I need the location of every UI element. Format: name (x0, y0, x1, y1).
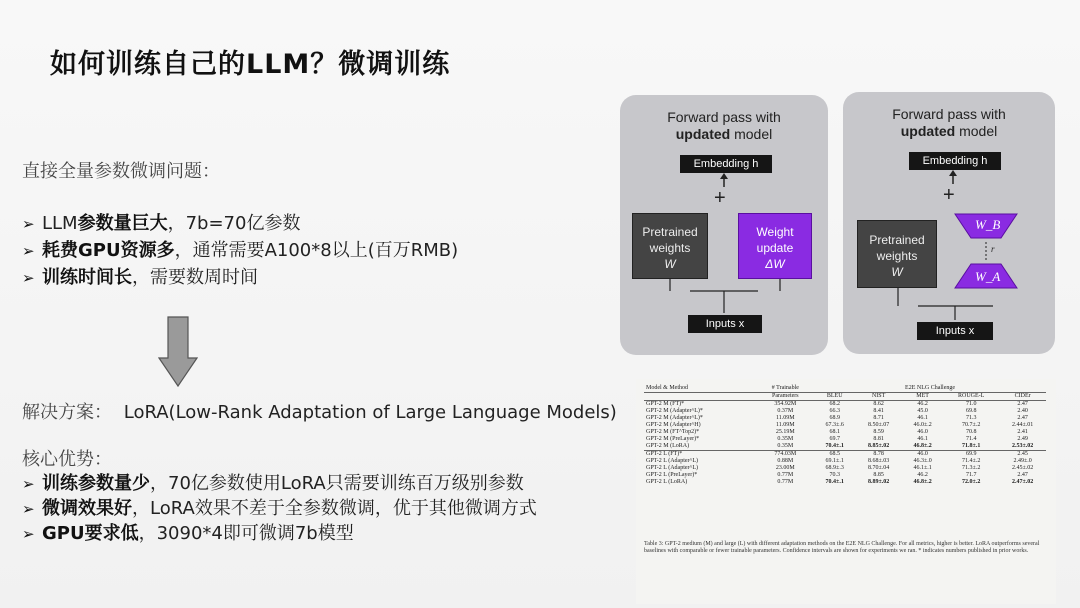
table-cell: 0.88M (777, 458, 794, 464)
table-cell: 71.3±.2 (962, 465, 981, 471)
table-header-cell: MET (902, 393, 943, 401)
table-cell: 354.92M (757, 401, 815, 409)
slide-title: 如何训练自己的LLM？微调训练 (50, 49, 451, 80)
table-cell: 2.41 (1017, 429, 1028, 435)
table-cell: 69.7 (829, 436, 840, 442)
table-header-cell: # Trainable (757, 385, 815, 393)
pretrained-symbol: W (891, 265, 903, 279)
pretrained-symbol: W (664, 257, 676, 271)
embedding-box: Embedding h (909, 152, 1001, 170)
table-header-cell: BLEU (814, 393, 855, 401)
advantage-strong: 微调效果好 (42, 498, 132, 519)
update-symbol: ΔW (765, 257, 785, 271)
pretrained-label-line2: weights (649, 241, 691, 255)
table-cell: 2.45±.02 (1011, 465, 1034, 471)
table-row (644, 401, 1046, 409)
rank-label: r (991, 244, 995, 254)
solution-line (22, 398, 617, 424)
table-cell: 2.47±.02 (1011, 479, 1034, 485)
weight-update-box (738, 213, 812, 279)
table-cell: 8.41 (873, 408, 884, 414)
advantage-item-1 (22, 469, 524, 495)
table-cell: 8.59 (873, 429, 884, 435)
table-cell: 46.1 (917, 436, 928, 442)
problem-rest: ，7b=70亿参数 (167, 213, 301, 234)
advantage-rest: ，70亿参数使用LoRA只需要训练百万级别参数 (150, 473, 524, 494)
table-cell: 46.2 (902, 401, 943, 409)
table-cell: 0.77M (777, 472, 794, 478)
diagram-title-line1: Forward pass with (892, 106, 1006, 122)
table-cell: GPT-2 M (FT)* (644, 401, 757, 409)
table-cell: 70.8 (965, 429, 977, 435)
table-cell: 8.89±.02 (867, 479, 890, 485)
table-row (644, 422, 1046, 429)
pretrained-weights-box (632, 213, 708, 279)
advantage-item-3 (22, 519, 354, 545)
bullet-arrow-icon: ➢ (22, 242, 35, 260)
table-header-cell: Parameters (757, 393, 815, 401)
table-cell: 68.9 (829, 415, 840, 421)
wb-label: W_B (975, 217, 1001, 232)
table-cell: 71.7 (965, 472, 977, 478)
table-row (644, 458, 1046, 465)
table-cell: 68.5 (814, 451, 855, 459)
table-cell: 46.8±.2 (913, 443, 932, 449)
diagram-title-rest: model (730, 126, 773, 142)
table-cell: 0.35M (777, 436, 794, 442)
table-cell: 8.70±.04 (867, 465, 890, 471)
table-cell: 66.3 (829, 408, 840, 414)
table-cell: 2.49 (1017, 436, 1028, 442)
table-header-cell (644, 393, 757, 401)
table-row (644, 479, 1046, 486)
table-cell: GPT-2 M (Adapter^L)* (646, 415, 703, 421)
table-cell: 8.71 (873, 415, 884, 421)
diagram-full-finetune (620, 95, 828, 355)
table-cell: GPT-2 M (PreLayer)* (646, 436, 700, 442)
table-row (644, 408, 1046, 415)
embedding-box: Embedding h (680, 155, 772, 173)
table-body-large (644, 451, 1046, 487)
table-cell: 46.0±.2 (913, 422, 932, 428)
table-row (644, 451, 1046, 459)
bullet-arrow-icon: ➢ (22, 475, 35, 493)
pretrained-label-line1: Pretrained (869, 233, 925, 247)
table-cell: GPT-2 M (LoRA) (646, 443, 690, 449)
table-cell: 11.09M (776, 415, 795, 421)
table-cell: 71.4±.2 (962, 458, 981, 464)
table-cell: 46.1±.1 (913, 465, 932, 471)
table-cell: GPT-2 L (Adapter^L) (646, 465, 699, 471)
table-cell: 0.37M (777, 408, 794, 414)
diagram-title-bold: updated (900, 123, 956, 139)
table-cell: GPT-2 L (PreLayer)* (646, 472, 698, 478)
advantage-rest: ，3090*4即可微调7b模型 (138, 523, 354, 544)
problem-item-1 (22, 209, 300, 235)
problem-rest: ，通常需要A100*8以上(百万RMB) (174, 240, 459, 261)
table-cell: 23.00M (775, 465, 795, 471)
inputs-box: Inputs x (688, 315, 762, 333)
advantage-heading: 核心优势： (22, 449, 112, 470)
advantage-strong: GPU要求低 (42, 523, 139, 544)
problem-prefix: LLM (42, 213, 78, 234)
table-cell: GPT-2 L (Adapter^L) (646, 458, 699, 464)
results-table-image (636, 379, 1056, 604)
wa-label: W_A (975, 269, 1001, 284)
problem-strong: 耗费GPU资源多 (42, 240, 175, 261)
problem-rest: ，需要数周时间 (132, 267, 258, 288)
table-cell: 68.1 (829, 429, 840, 435)
table-row (644, 429, 1046, 436)
table-cell: 8.85 (873, 472, 884, 478)
table-cell: GPT-2 L (LoRA) (646, 479, 688, 485)
update-label-line2: update (756, 241, 794, 255)
table-header-cell: ROUGE-L (943, 393, 999, 401)
table-cell: 2.49±.0 (1013, 458, 1032, 464)
pretrained-label-line1: Pretrained (642, 225, 698, 239)
bullet-arrow-icon: ➢ (22, 215, 35, 233)
diagram-title-line1: Forward pass with (667, 109, 781, 125)
table-caption: Table 3: GPT-2 medium (M) and large (L) with different adaptation methods on the E2E NLG Challenge. For all metrics, higher is better. LoRA outperforms several baselines with comparable or fewer trainable parameters. Confidence intervals are shown for experiments we ran. * indicates numbers published in prior works. (644, 541, 1040, 554)
table-cell: 2.47 (999, 401, 1046, 409)
table-cell: 2.45 (999, 451, 1046, 459)
table-cell: 8.85±.02 (867, 443, 890, 449)
table-body-medium (644, 401, 1046, 451)
table-cell: 68.2 (814, 401, 855, 409)
table-cell: GPT-2 M (Adapter^L)* (646, 408, 703, 414)
table-cell: 8.68±.03 (867, 458, 890, 464)
table-cell: 72.0±.2 (962, 479, 981, 485)
down-arrow-icon (158, 316, 198, 388)
diagram-title-bold: updated (675, 126, 731, 142)
table-row (644, 443, 1046, 451)
advantage-strong: 训练参数量少 (42, 473, 150, 494)
solution-text: LoRA(Low-Rank Adaptation of Large Language Models) (123, 402, 617, 423)
table-cell: 69.9 (943, 451, 999, 459)
table-cell: 46.2 (917, 472, 928, 478)
bullet-arrow-icon: ➢ (22, 500, 35, 518)
table-cell: 70.7±.2 (962, 422, 981, 428)
advantage-rest: ，LoRA效果不差于全参数微调，优于其他微调方式 (132, 498, 537, 519)
table-cell: 11.09M (776, 422, 795, 428)
plus-icon: + (714, 187, 726, 209)
table-header-row (644, 393, 1046, 401)
table-cell: 70.4±.1 (825, 479, 844, 485)
table-cell: 46.3±.0 (913, 458, 932, 464)
problem-item-3 (22, 263, 258, 289)
table-cell: 46.8±.2 (913, 479, 932, 485)
table-cell: 2.47 (1017, 415, 1028, 421)
table-cell: 8.78 (855, 451, 902, 459)
table-cell: GPT-2 L (FT)* (644, 451, 757, 459)
table-cell: 46.1 (917, 415, 928, 421)
table-cell: 69.8 (965, 408, 977, 414)
diagram-title-rest: model (955, 123, 998, 139)
table-header-cell: E2E NLG Challenge (814, 385, 1046, 393)
table-cell: GPT-2 M (Adapter^H) (646, 422, 701, 428)
table-cell: 2.40 (1017, 408, 1028, 414)
table-cell: 68.9±.3 (825, 465, 844, 471)
table-cell: 71.8±.1 (962, 443, 981, 449)
advantage-item-2 (22, 494, 537, 520)
solution-label: 解决方案： (22, 402, 112, 423)
table-cell: 69.1±.1 (825, 458, 844, 464)
pretrained-weights-box (857, 220, 937, 288)
table-cell: 25.19M (775, 429, 795, 435)
table-row (644, 415, 1046, 422)
table-row (644, 472, 1046, 479)
problem-item-2 (22, 236, 458, 262)
table-cell: 70.4±.1 (825, 443, 844, 449)
results-table (644, 385, 1046, 486)
table-header-cell: CIDEr (999, 393, 1046, 401)
table-cell: 70.3 (829, 472, 840, 478)
plus-icon: + (943, 184, 955, 206)
table-cell: 71.4 (965, 436, 977, 442)
table-cell: 2.44±.01 (1011, 422, 1034, 428)
table-cell: 67.3±.6 (825, 422, 844, 428)
update-label-line1: Weight (756, 225, 794, 239)
table-row (644, 436, 1046, 443)
table-cell: 71.3 (965, 415, 977, 421)
table-cell: 46.0 (917, 429, 928, 435)
table-header-cell: Model & Method (644, 385, 757, 393)
inputs-box: Inputs x (917, 322, 993, 340)
table-cell: 2.47 (1017, 472, 1028, 478)
table-header-row (644, 385, 1046, 393)
table-cell: GPT-2 M (FT^Top2)* (646, 429, 700, 435)
table-cell: 0.35M (777, 443, 794, 449)
problem-strong: 训练时间长 (42, 267, 132, 288)
table-row (644, 465, 1046, 472)
table-cell: 45.0 (917, 408, 928, 414)
diagram-lora (843, 92, 1055, 354)
table-cell: 2.53±.02 (1011, 443, 1034, 449)
table-cell: 8.81 (873, 436, 884, 442)
table-cell: 774.03M (757, 451, 815, 459)
problem-heading: 直接全量参数微调问题： (22, 161, 220, 182)
bullet-arrow-icon: ➢ (22, 269, 35, 287)
table-cell: 46.0 (902, 451, 943, 459)
table-header-cell: NIST (855, 393, 902, 401)
problem-strong: 参数量巨大 (77, 213, 168, 234)
table-cell: 8.62 (855, 401, 902, 409)
table-cell: 0.77M (777, 479, 794, 485)
bullet-arrow-icon: ➢ (22, 525, 35, 543)
table-cell: 71.0 (943, 401, 999, 409)
pretrained-label-line2: weights (876, 249, 918, 263)
table-cell: 8.50±.07 (867, 422, 890, 428)
